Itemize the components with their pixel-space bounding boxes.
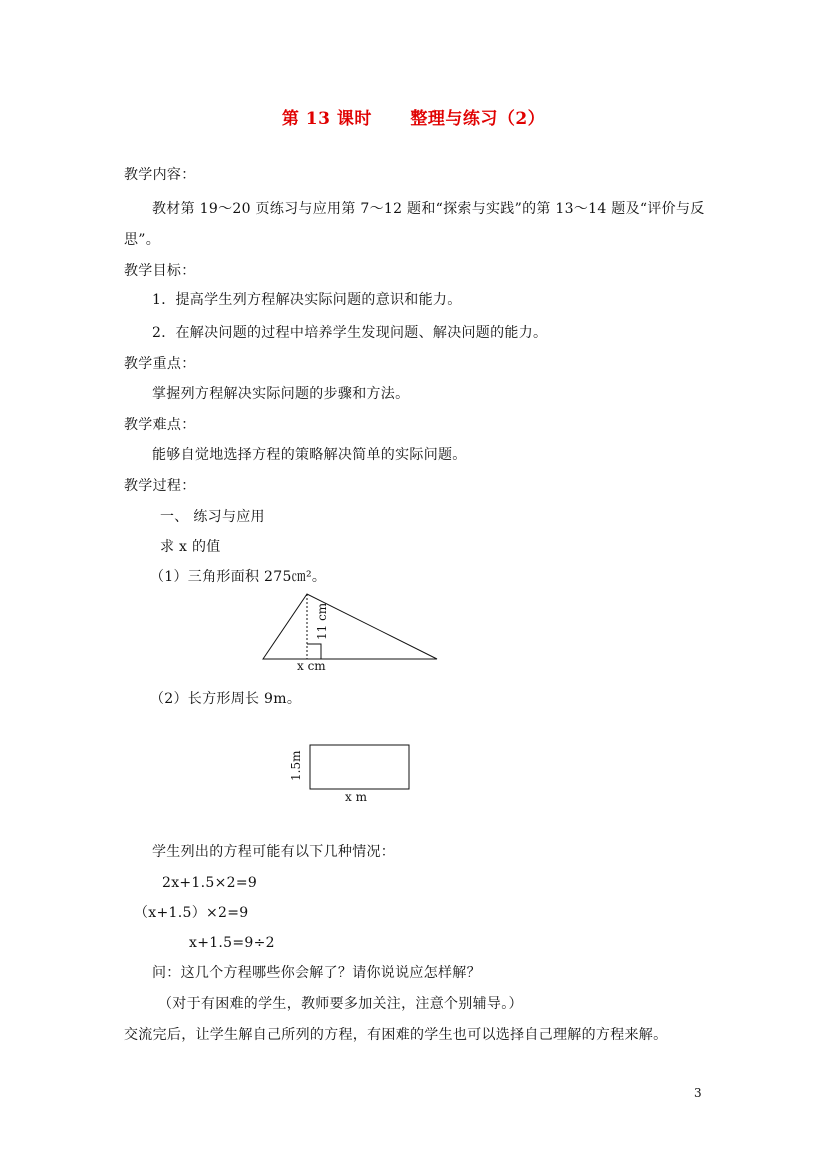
difficulties-heading: 教学难点： <box>124 417 196 433</box>
goal-2: 2．在解决问题的过程中培养学生发现问题、解决问题的能力。 <box>152 325 548 341</box>
page-number: 3 <box>694 1086 702 1100</box>
content-heading: 教学内容： <box>124 167 196 183</box>
equation-3: x+1.5=9÷2 <box>189 935 275 951</box>
equation-1: 2x+1.5×2=9 <box>162 875 258 891</box>
key-points-text: 掌握列方程解决实际问题的步骤和方法。 <box>152 386 410 402</box>
closing-paragraph: 交流完后，让学生解自己所列的方程，有困难的学生也可以选择自己理解的方程来解。 <box>124 1027 668 1043</box>
goal-1: 1．提高学生列方程解决实际问题的意识和能力。 <box>152 292 462 308</box>
lesson-title: 第 13 课时 整理与练习（2） <box>281 109 546 129</box>
find-x-instruction: 求 x 的值 <box>160 539 221 555</box>
rectangle-shape <box>310 745 409 789</box>
rectangle-width-label: x m <box>345 790 367 804</box>
goals-heading: 教学目标： <box>124 263 196 279</box>
teacher-question: 问：这几个方程哪些你会解了？请你说说应怎样解？ <box>152 965 481 981</box>
key-points-heading: 教学重点： <box>124 356 196 372</box>
content-line-2: 思”。 <box>124 232 161 248</box>
triangle-base-label: x cm <box>297 659 326 673</box>
teacher-note: （对于有困难的学生，教师要多加关注，注意个别辅导。） <box>158 996 523 1012</box>
equations-intro: 学生列出的方程可能有以下几种情况： <box>152 844 396 860</box>
question-1: （1）三角形面积 275㎝²。 <box>150 569 327 585</box>
rectangle-height-label: 1.5m <box>289 750 303 781</box>
equation-2: （x+1.5）×2=9 <box>134 905 249 921</box>
section-heading: 一、 练习与应用 <box>160 509 265 525</box>
triangle-height-label: 11 cm <box>315 602 329 640</box>
question-2: （2）长方形周长 9m。 <box>150 691 302 707</box>
content-line-1: 教材第 19～20 页练习与应用第 7～12 题和“探索与实践”的第 13～14 题及“评价与反 <box>152 201 705 217</box>
process-heading: 教学过程： <box>124 478 196 494</box>
difficulties-text: 能够自觉地选择方程的策略解决简单的实际问题。 <box>152 447 467 463</box>
